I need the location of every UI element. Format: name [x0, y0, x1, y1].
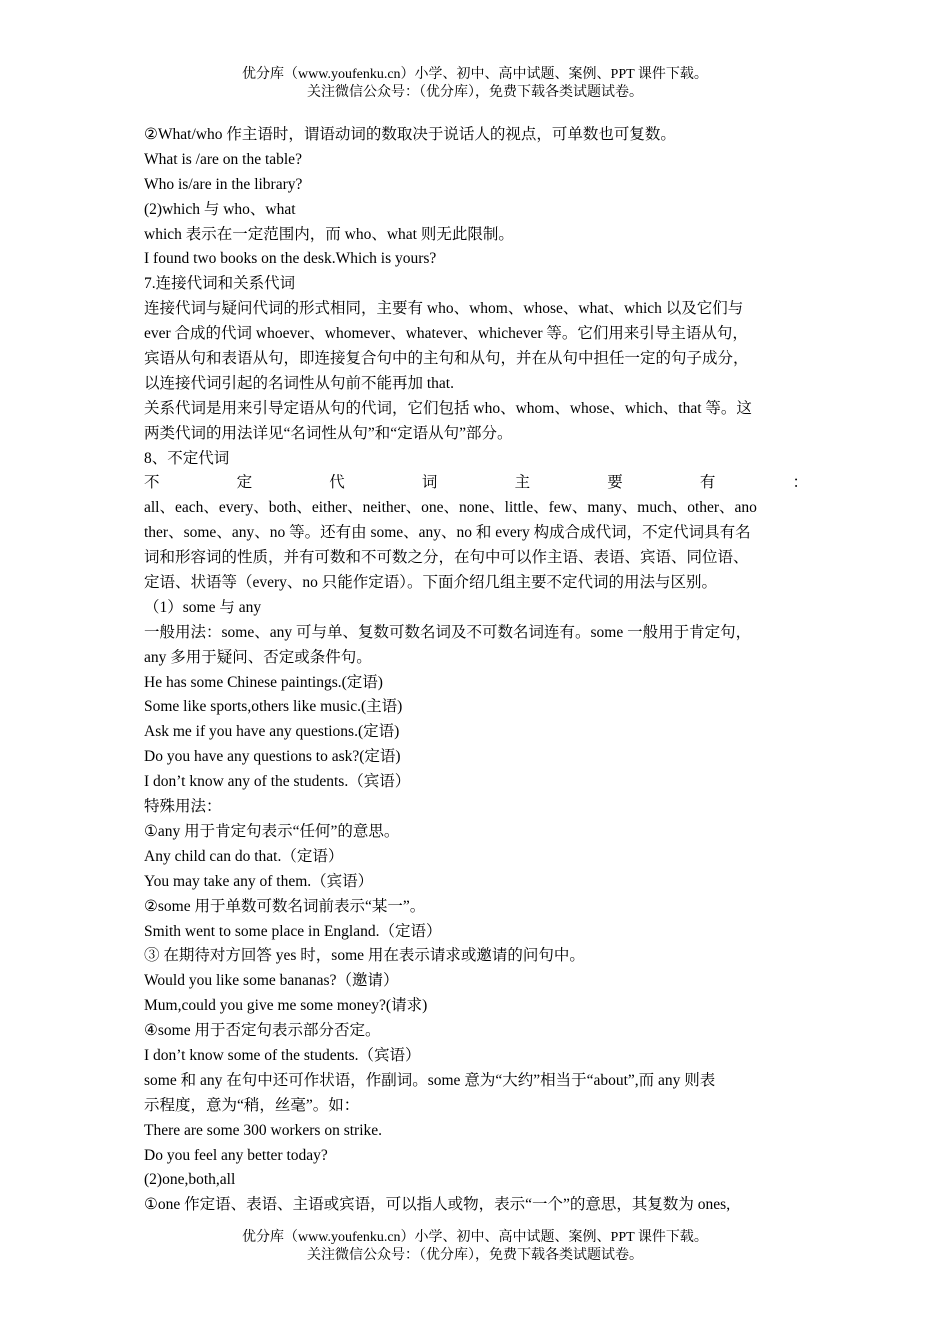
- text-line: I found two books on the desk.Which is yours?: [144, 250, 437, 268]
- spread-char: 代: [329, 474, 345, 492]
- text-line: 8、不定代词: [144, 449, 230, 467]
- text-line: ①any 用于肯定句表示“任何”的意思。: [144, 822, 400, 840]
- text-line: （1）some 与 any: [144, 598, 262, 616]
- text-line: There are some 300 workers on strike.: [144, 1121, 383, 1139]
- spread-char: 词: [421, 474, 438, 492]
- text-line: ④some 用于否定句表示部分否定。: [144, 1022, 381, 1040]
- text-line: Would you like some bananas?（邀请）: [144, 972, 399, 990]
- document-body: [144, 123, 808, 1218]
- text-line: Smith went to some place in England.（定语）: [144, 922, 442, 940]
- footer-line-1: 优分库（www.youfenku.cn）小学、初中、高中试题、案例、PPT 课件下载。: [242, 1230, 708, 1245]
- text-line: 关系代词是用来引导定语从句的代词，它们包括 who、whom、whose、which、that 等。这: [144, 399, 752, 417]
- text-line: Who is/are in the library?: [144, 175, 303, 193]
- text-line: 以连接代词引起的名词性从句前不能再加 that.: [144, 374, 454, 392]
- spread-char: 不: [144, 474, 160, 492]
- text-line: 两类代词的用法详见“名词性从句”和“定语从句”部分。: [144, 424, 513, 442]
- text-line: (2)which 与 who、what: [144, 200, 296, 218]
- text-line: 特殊用法：: [144, 798, 222, 816]
- text-line: all、each、every、both、either、neither、one、none、little、few、many、much、other、ano: [144, 499, 757, 517]
- text-line: 定语、状语等（every、no 只能作定语）。下面介绍几组主要不定代词的用法与区别。: [144, 574, 718, 592]
- text-line: 宾语从句和表语从句，即连接复合句中的主句和从句，并在从句中担任一定的句子成分，: [144, 350, 749, 368]
- text-line: ①one 作定语、表语、主语或宾语，可以指人或物，表示“一个”的意思，其复数为 ones,: [144, 1196, 731, 1214]
- text-line: (2)one,both,all: [144, 1171, 236, 1189]
- text-line: 示程度，意为“稍，丝毫”。如：: [144, 1096, 360, 1114]
- text-line: 一般用法：some、any 可与单、复数可数名词及不可数名词连有。some 一般用于肯定句，: [144, 623, 752, 641]
- text-line: He has some Chinese paintings.(定语): [144, 673, 383, 691]
- text-line: What is /are on the table?: [144, 150, 302, 168]
- text-line: Do you feel any better today?: [144, 1146, 328, 1164]
- page-header: [0, 66, 950, 102]
- text-line: ther、some、any、no 等。还有由 some、any、no 和 every 构成合成代词，不定代词具有名: [144, 524, 751, 542]
- footer-line-2: 关注微信公众号：（优分库），免费下载各类试题试卷。: [307, 1248, 643, 1263]
- spread-char: 要: [607, 474, 623, 492]
- text-block-1: [144, 123, 808, 471]
- text-line: 连接代词与疑问代词的形式相同，主要有 who、whom、whose、what、which 以及它们与: [144, 300, 744, 318]
- spread-line: [144, 471, 808, 496]
- text-line: I don’t know some of the students.（宾语）: [144, 1046, 421, 1064]
- text-line: 词和形容词的性质，并有可数和不可数之分，在句中可以作主语、表语、宾语、同位语、: [144, 549, 749, 567]
- text-line: any 多用于疑问、否定或条件句。: [144, 648, 372, 666]
- spread-char: 定: [236, 474, 253, 492]
- text-line: Mum,could you give me some money?(请求): [144, 997, 428, 1015]
- text-line: ②some 用于单数可数名词前表示“某一”。: [144, 897, 426, 915]
- text-line: ever 合成的代词 whoever、whomever、whatever、whichever 等。它们用来引导主语从句，: [144, 325, 748, 343]
- text-block-2: [144, 496, 808, 1218]
- spread-char: ：: [792, 474, 808, 492]
- header-line-2: 关注微信公众号：（优分库），免费下载各类试题试卷。: [307, 85, 643, 100]
- text-line: Any child can do that.（定语）: [144, 847, 344, 865]
- text-line: Some like sports,others like music.(主语): [144, 698, 403, 716]
- text-line: Ask me if you have any questions.(定语): [144, 723, 400, 741]
- text-line: Do you have any questions to ask?(定语): [144, 748, 401, 766]
- header-line-1: 优分库（www.youfenku.cn）小学、初中、高中试题、案例、PPT 课件下载。: [242, 67, 708, 82]
- text-line: ②What/who 作主语时，谓语动词的数取决于说话人的视点，可单数也可复数。: [144, 126, 676, 143]
- text-line: ③ 在期待对方回答 yes 时，some 用在表示请求或邀请的问句中。: [144, 947, 585, 965]
- text-line: You may take any of them.（宾语）: [144, 872, 374, 890]
- page-footer: [0, 1229, 950, 1265]
- text-line: 7.连接代词和关系代词: [144, 275, 296, 293]
- text-line: I don’t know any of the students.（宾语）: [144, 773, 411, 791]
- spread-char: 主: [514, 474, 531, 492]
- text-line: some 和 any 在句中还可作状语，作副词。some 意为“大约”相当于“about”,而 any 则表: [144, 1071, 716, 1089]
- text-line: which 表示在一定范围内，而 who、what 则无此限制。: [144, 225, 514, 243]
- spread-char: 有: [699, 474, 716, 492]
